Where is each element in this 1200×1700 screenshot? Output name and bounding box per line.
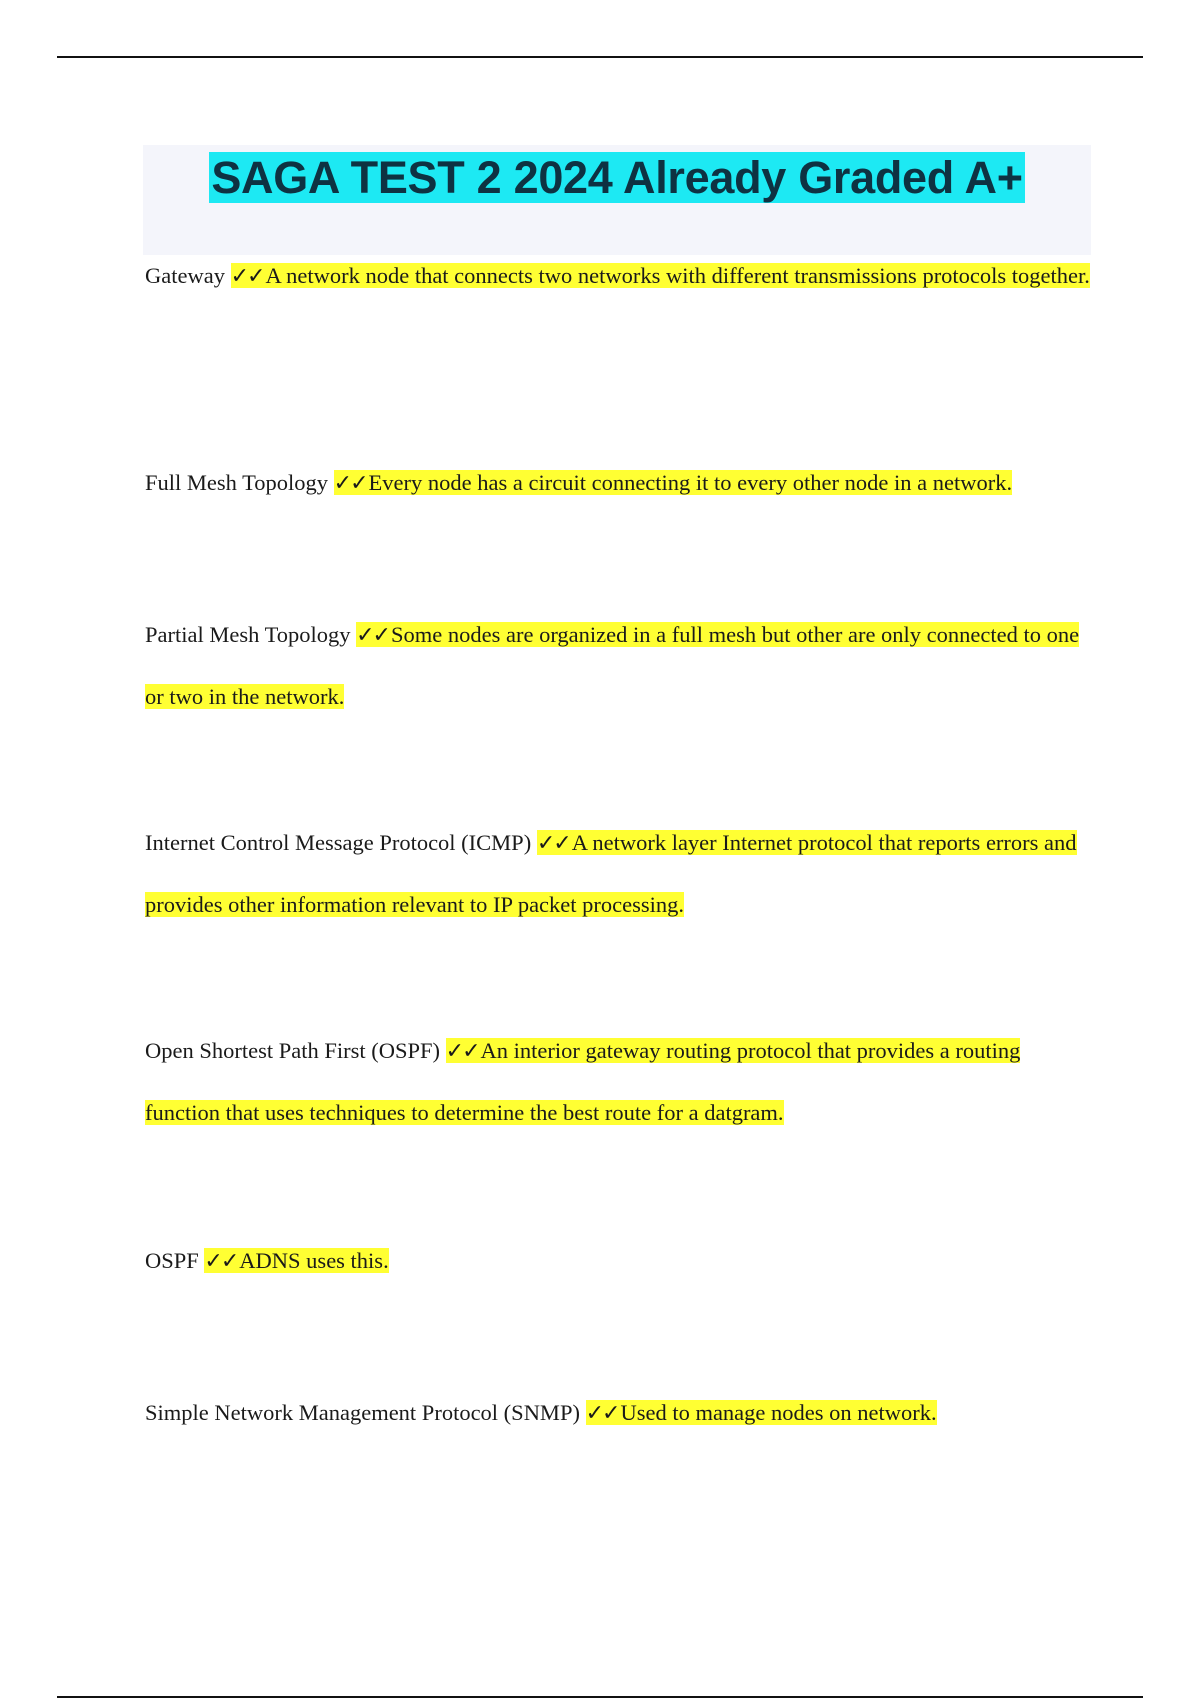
entry-term: Full Mesh Topology xyxy=(145,470,329,495)
header-rule xyxy=(57,56,1143,58)
entry-definition: An interior gateway routing protocol that provides a routing function that uses techniques to determine the best route for a datgram. xyxy=(145,1038,1021,1125)
double-check-icon: ✓✓ xyxy=(445,1039,479,1064)
entry-term: Internet Control Message Protocol (ICMP) xyxy=(145,830,532,855)
entry-term: Partial Mesh Topology xyxy=(145,622,351,647)
title-box xyxy=(143,145,1091,255)
entry-definition: Some nodes are organized in a full mesh but other are only connected to one or two in the network. xyxy=(145,622,1080,709)
entry-answer xyxy=(586,1400,937,1425)
entry-definition: ADNS uses this. xyxy=(239,1248,389,1273)
qa-entry xyxy=(145,1382,1090,1444)
qa-entry xyxy=(145,245,1090,307)
entry-answer xyxy=(231,263,1090,288)
double-check-icon: ✓✓ xyxy=(536,831,570,856)
entry-term: Open Shortest Path First (OSPF) xyxy=(145,1038,441,1063)
qa-entry xyxy=(145,604,1090,727)
footer-rule xyxy=(57,1696,1143,1698)
qa-entry xyxy=(145,452,1090,514)
qa-entry xyxy=(145,1230,1090,1292)
entry-term: OSPF xyxy=(145,1248,199,1273)
entry-definition: Every node has a circuit connecting it to every other node in a network. xyxy=(368,470,1013,495)
double-check-icon: ✓✓ xyxy=(356,623,389,648)
qa-entry xyxy=(145,812,1090,935)
entry-term: Gateway xyxy=(145,263,225,288)
double-check-icon: ✓✓ xyxy=(333,471,367,496)
double-check-icon: ✓✓ xyxy=(230,264,264,289)
entry-definition: A network node that connects two networks with different transmissions protocols together. xyxy=(265,263,1090,288)
entry-definition: Used to manage nodes on network. xyxy=(620,1400,937,1425)
double-check-icon: ✓✓ xyxy=(204,1249,238,1274)
document-title-text: SAGA TEST 2 2024 Already Graded A+ xyxy=(211,152,1023,203)
double-check-icon: ✓✓ xyxy=(585,1401,619,1426)
entry-answer xyxy=(334,470,1012,495)
entry-term: Simple Network Management Protocol (SNMP) xyxy=(145,1400,580,1425)
document-title xyxy=(143,150,1091,206)
entry-answer xyxy=(204,1248,388,1273)
entry-definition: A network layer Internet protocol that reports errors and provides other information relevant to IP packet processing. xyxy=(145,830,1077,917)
qa-entry xyxy=(145,1020,1090,1143)
